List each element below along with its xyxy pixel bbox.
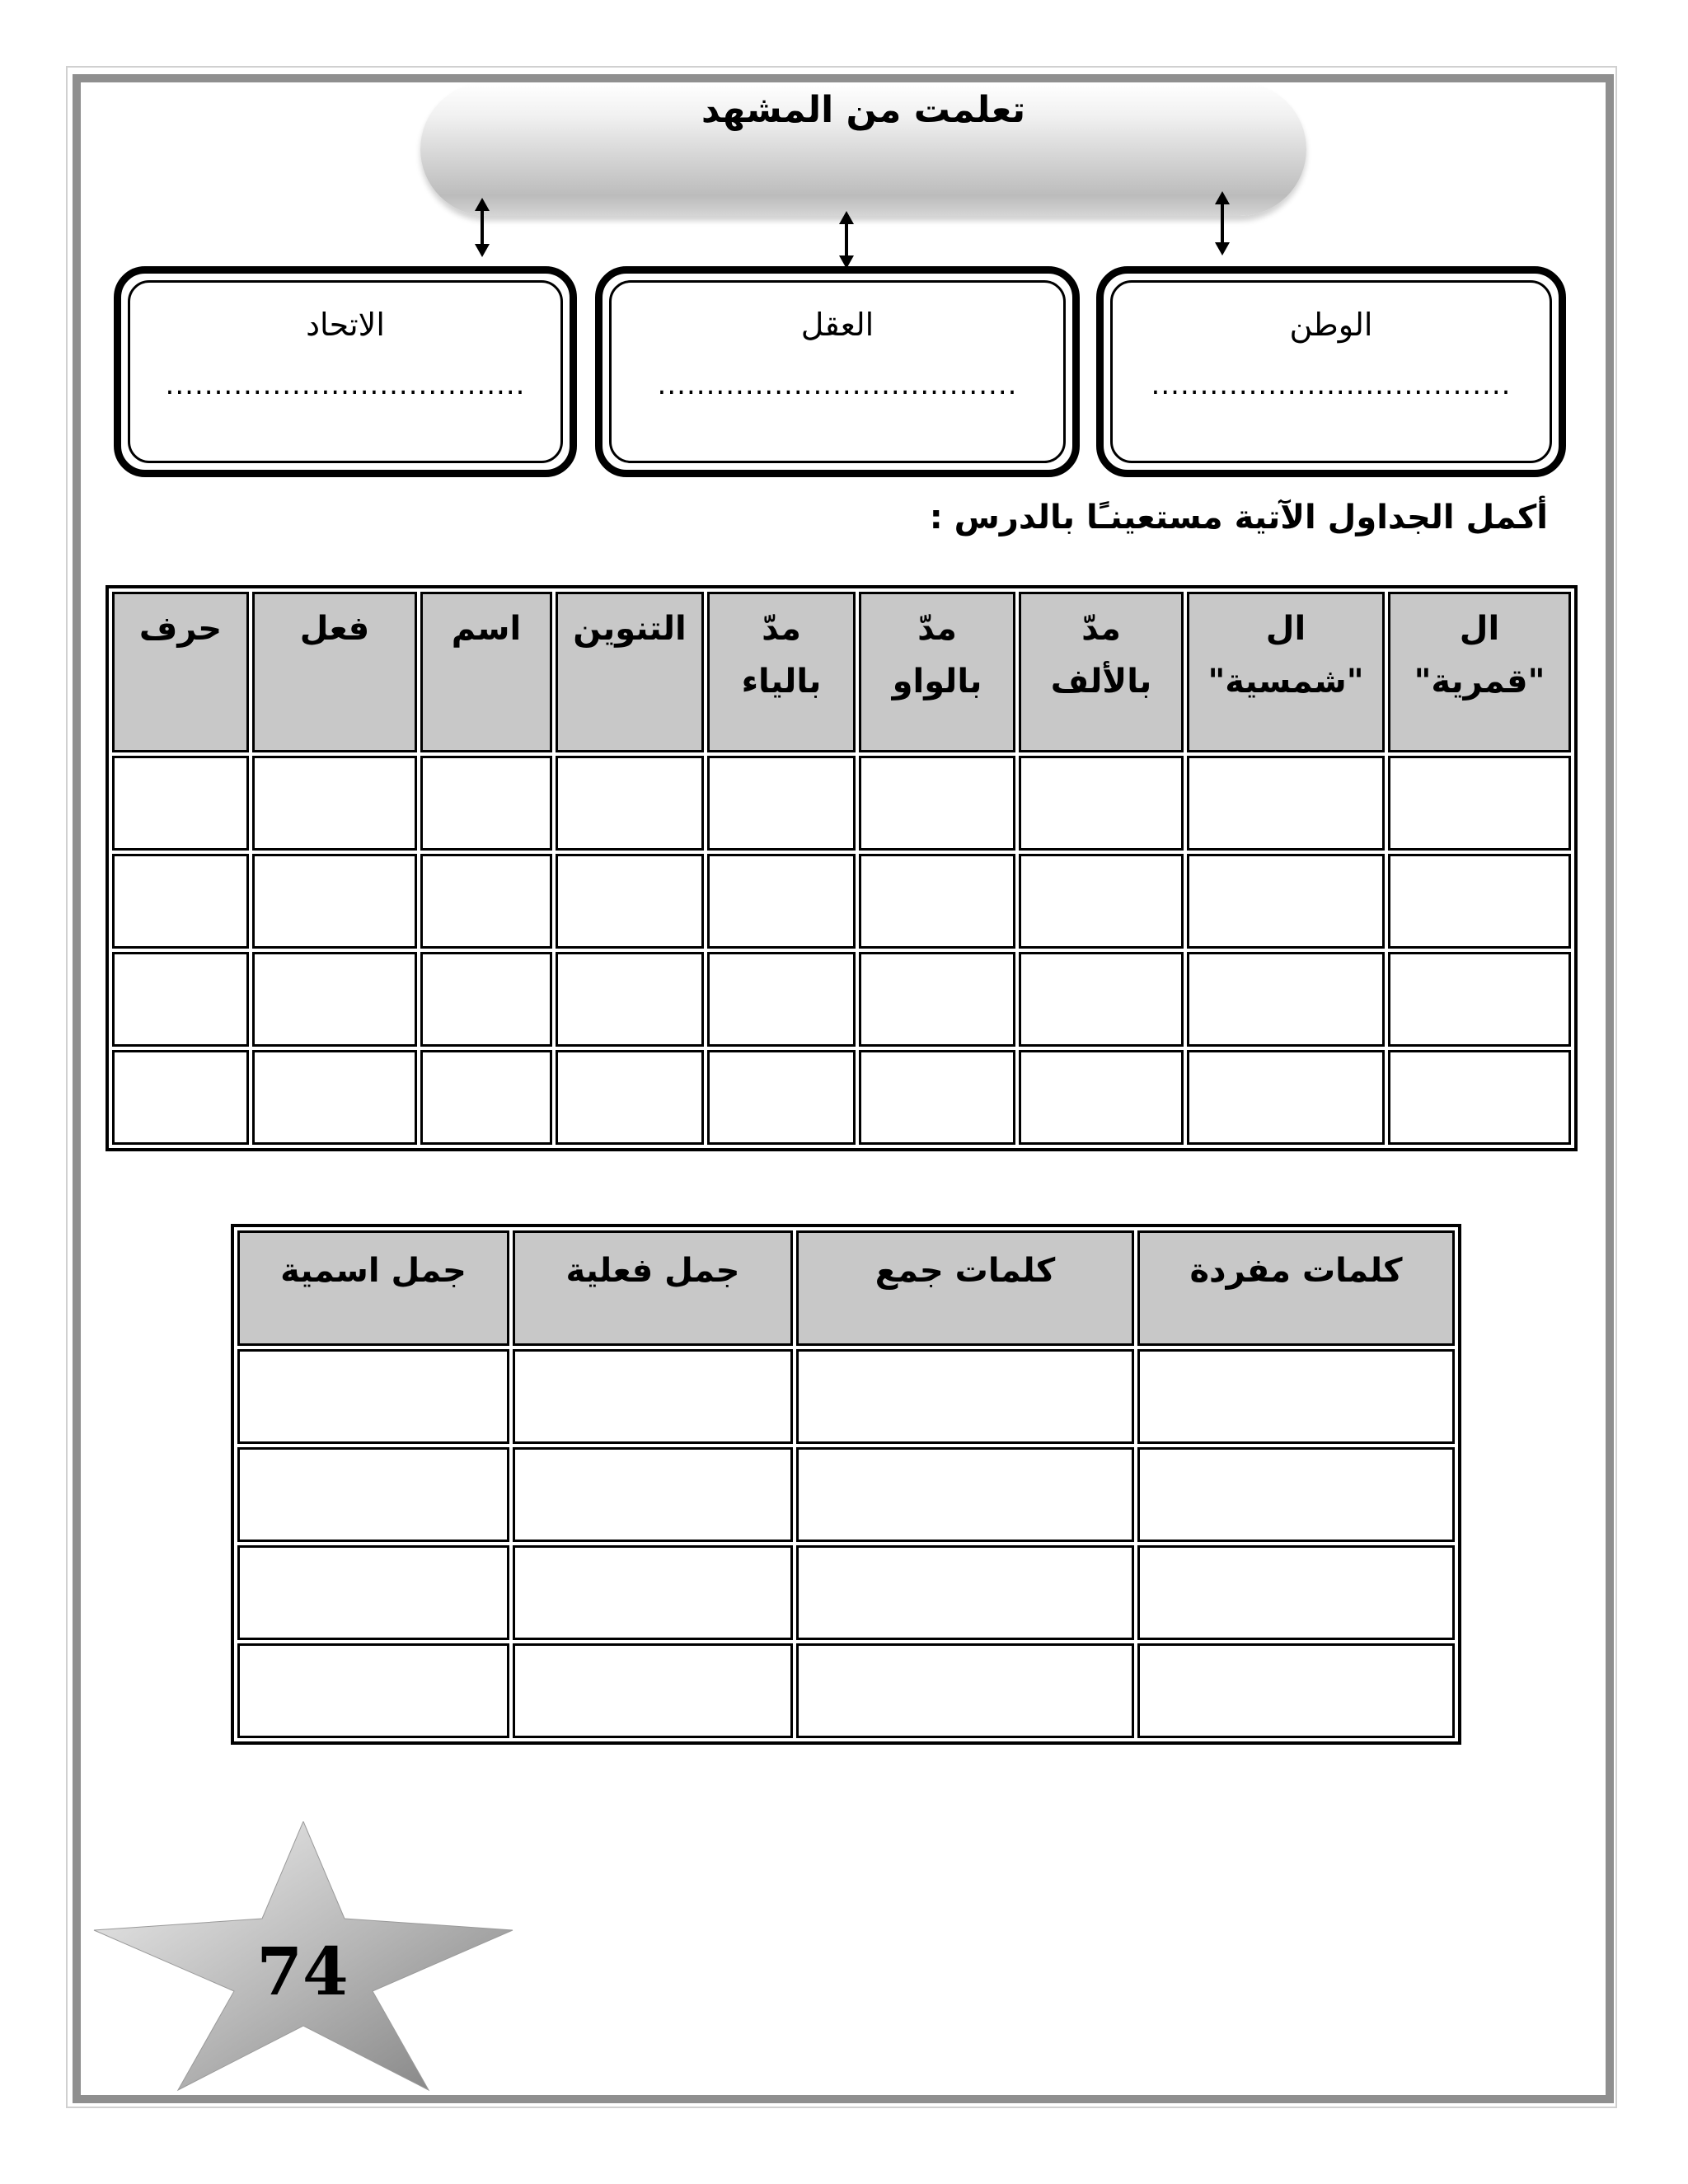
header-sun-al <box>1187 592 1385 752</box>
header-line1: مدّ <box>917 610 957 648</box>
header-madd-ya <box>707 592 856 752</box>
word-classification-table <box>106 585 1578 1151</box>
header-madd-waw <box>859 592 1015 752</box>
concept-box-homeland <box>1096 266 1566 477</box>
answer-cell[interactable] <box>112 854 249 949</box>
instruction-text: أكمل الجداول الآتية مستعينـًا بالدرس : <box>929 499 1548 537</box>
answer-cell[interactable] <box>796 1447 1134 1542</box>
answer-cell[interactable] <box>252 854 417 949</box>
header-nominal-sentences: جمل اسمية <box>237 1230 509 1346</box>
answer-cell[interactable] <box>1019 952 1184 1047</box>
answer-cell[interactable] <box>513 1643 793 1738</box>
arrow-icon-left <box>470 198 495 257</box>
answer-cell[interactable] <box>556 756 704 851</box>
answer-line[interactable]: ..................................... <box>657 368 1018 401</box>
table-row <box>237 1643 1455 1738</box>
answer-cell[interactable] <box>237 1349 509 1444</box>
answer-cell[interactable] <box>796 1545 1134 1640</box>
header-singular-words: كلمات مفردة <box>1137 1230 1455 1346</box>
concept-box-mind <box>595 266 1080 477</box>
answer-cell[interactable] <box>1137 1545 1455 1640</box>
header-line2: بالواو <box>892 663 982 701</box>
answer-cell[interactable] <box>1137 1349 1455 1444</box>
header-verbal-sentences: جمل فعلية <box>513 1230 793 1346</box>
answer-cell[interactable] <box>1388 952 1571 1047</box>
header-line1: مدّ <box>1081 610 1121 648</box>
answer-cell[interactable] <box>1187 1050 1385 1145</box>
answer-cell[interactable] <box>237 1447 509 1542</box>
answer-cell[interactable] <box>112 1050 249 1145</box>
header-line2: "شمسية" <box>1207 663 1364 701</box>
answer-cell[interactable] <box>707 1050 856 1145</box>
header-line1: التنوين <box>573 610 687 648</box>
answer-cell[interactable] <box>112 952 249 1047</box>
answer-cell[interactable] <box>112 756 249 851</box>
header-line1: ال <box>1459 610 1500 648</box>
answer-cell[interactable] <box>859 756 1015 851</box>
answer-cell[interactable] <box>513 1349 793 1444</box>
header-moon-al <box>1388 592 1571 752</box>
answer-cell[interactable] <box>513 1545 793 1640</box>
header-madd-alif <box>1019 592 1184 752</box>
arrow-icon-center <box>834 211 859 269</box>
table-row <box>112 756 1571 851</box>
answer-cell[interactable] <box>1019 756 1184 851</box>
arrow-icon-right <box>1210 191 1235 255</box>
answer-cell[interactable] <box>420 854 552 949</box>
answer-cell[interactable] <box>1388 1050 1571 1145</box>
header-noun <box>420 592 552 752</box>
words-sentences-table <box>231 1224 1461 1745</box>
concept-label: الاتحاد <box>306 307 385 343</box>
title-banner <box>420 82 1306 216</box>
header-particle <box>112 592 249 752</box>
answer-cell[interactable] <box>1388 854 1571 949</box>
concept-label: الوطن <box>1289 307 1373 343</box>
answer-cell[interactable] <box>1187 756 1385 851</box>
concept-label: العقل <box>800 307 874 343</box>
header-line1: اسم <box>451 610 522 648</box>
answer-cell[interactable] <box>237 1643 509 1738</box>
answer-cell[interactable] <box>707 854 856 949</box>
table-header-row <box>112 592 1571 752</box>
answer-cell[interactable] <box>1019 854 1184 949</box>
table-header-row <box>237 1230 1455 1346</box>
table-row <box>237 1447 1455 1542</box>
answer-cell[interactable] <box>556 952 704 1047</box>
answer-cell[interactable] <box>859 854 1015 949</box>
header-tanween <box>556 592 704 752</box>
header-line2: بالياء <box>741 663 822 701</box>
answer-cell[interactable] <box>420 1050 552 1145</box>
concept-box-union <box>114 266 577 477</box>
answer-cell[interactable] <box>859 952 1015 1047</box>
header-line1: حرف <box>138 610 223 648</box>
table-row <box>112 1050 1571 1145</box>
answer-cell[interactable] <box>1187 952 1385 1047</box>
header-line1: فعل <box>299 610 370 648</box>
table-row <box>237 1545 1455 1640</box>
answer-cell[interactable] <box>420 952 552 1047</box>
page-number: 74 <box>256 1933 349 2010</box>
answer-cell[interactable] <box>707 756 856 851</box>
answer-cell[interactable] <box>796 1643 1134 1738</box>
header-line1: ال <box>1265 610 1306 648</box>
answer-cell[interactable] <box>252 756 417 851</box>
answer-cell[interactable] <box>556 854 704 949</box>
header-line2: بالألف <box>1050 663 1152 701</box>
page-title: تعلمت من المشهد <box>701 89 1026 131</box>
answer-cell[interactable] <box>1137 1643 1455 1738</box>
table-row <box>112 854 1571 949</box>
table-row <box>112 952 1571 1047</box>
answer-cell[interactable] <box>796 1349 1134 1444</box>
answer-cell[interactable] <box>556 1050 704 1145</box>
answer-cell[interactable] <box>420 756 552 851</box>
answer-line[interactable]: ..................................... <box>1151 368 1512 401</box>
answer-cell[interactable] <box>513 1447 793 1542</box>
answer-line[interactable]: ..................................... <box>165 368 526 401</box>
answer-cell[interactable] <box>1388 756 1571 851</box>
table-row <box>237 1349 1455 1444</box>
answer-cell[interactable] <box>1019 1050 1184 1145</box>
header-line1: مدّ <box>762 610 801 648</box>
answer-cell[interactable] <box>859 1050 1015 1145</box>
answer-cell[interactable] <box>252 1050 417 1145</box>
answer-cell[interactable] <box>707 952 856 1047</box>
answer-cell[interactable] <box>237 1545 509 1640</box>
answer-cell[interactable] <box>252 952 417 1047</box>
answer-cell[interactable] <box>1187 854 1385 949</box>
answer-cell[interactable] <box>1137 1447 1455 1542</box>
header-verb <box>252 592 417 752</box>
header-line2: "قمرية" <box>1414 663 1545 701</box>
header-plural-words: كلمات جمع <box>796 1230 1134 1346</box>
